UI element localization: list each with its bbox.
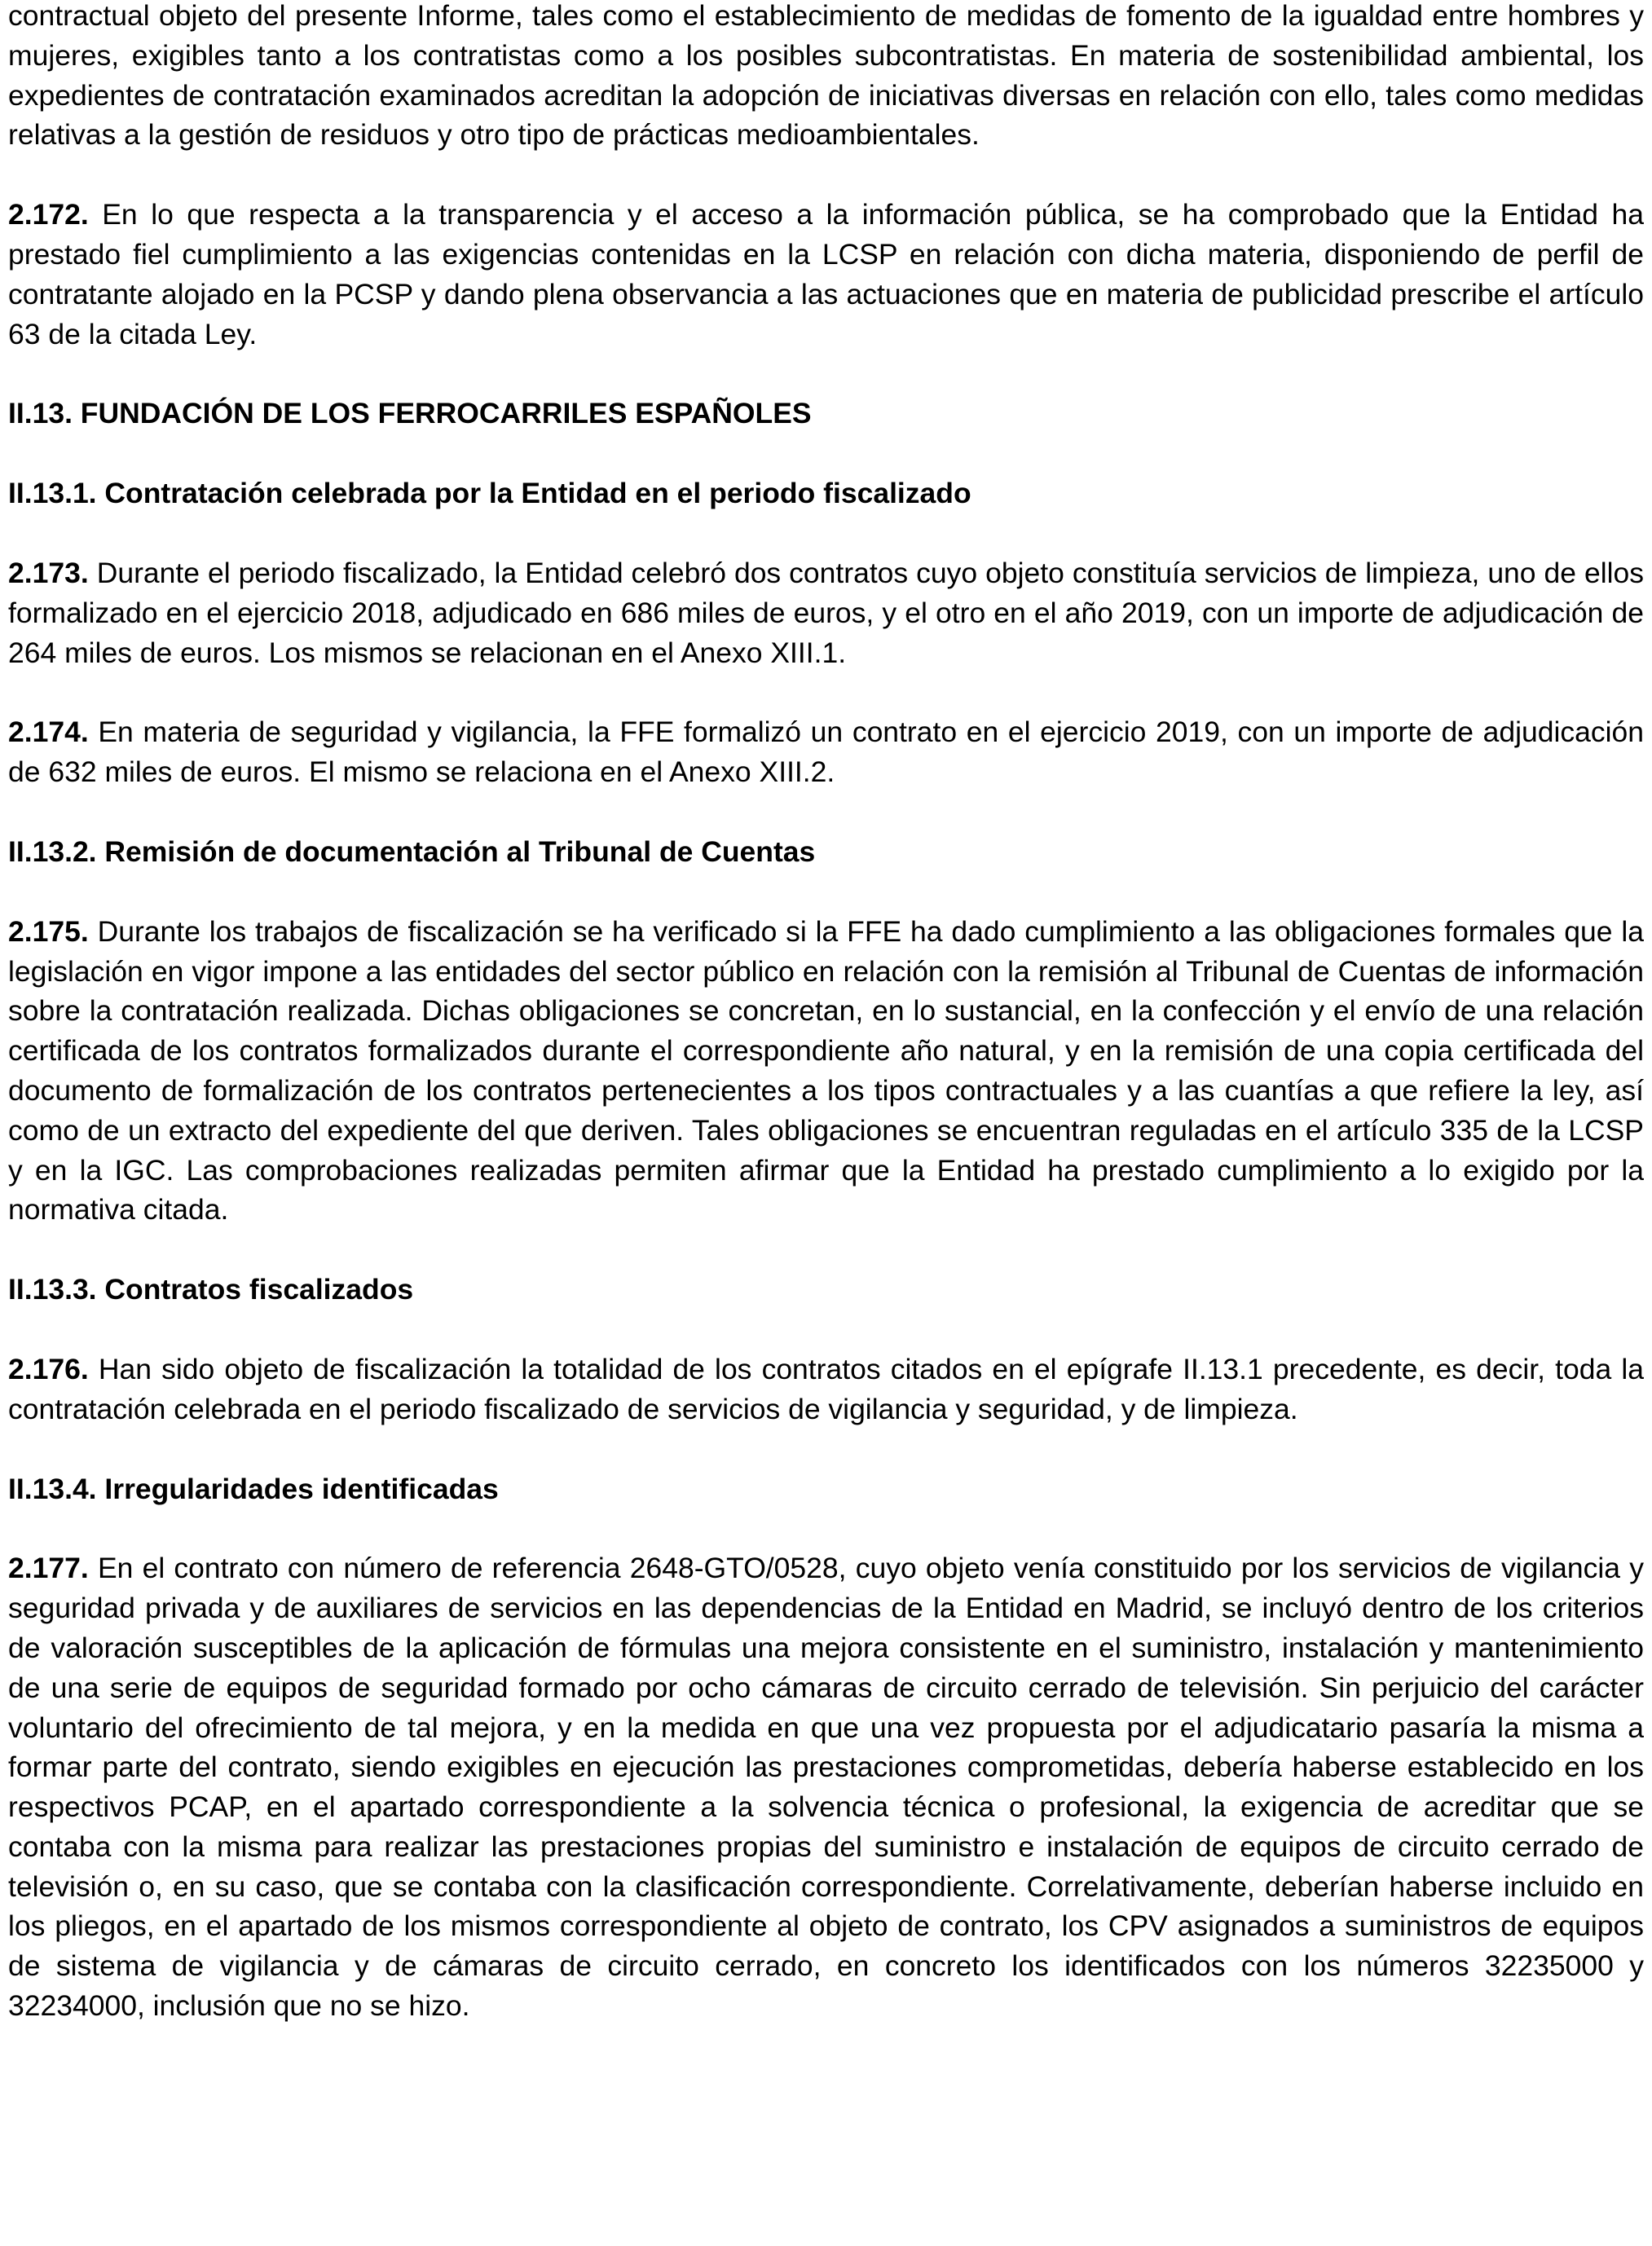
- section-heading-ii-13: II.13. FUNDACIÓN DE LOS FERROCARRILES ESPAÑOLES: [8, 397, 812, 430]
- section-heading-ii-13-3: II.13.3. Contratos fiscalizados: [8, 1273, 414, 1306]
- document-page: [8, 0, 1644, 2066]
- paragraph-text: contractual objeto del presente Informe, tales como el establecimiento de medidas de fomento de la igualdad entre hombres y mujeres, exigibles tanto a los contratistas como a los posibles subcontratistas. En materia de sostenibilidad ambiental, los expedientes de contratación examinados acreditan la adopción de iniciativas diversas en relación con ello, tales como medidas relativas a la gestión de residuos y otro tipo de prácticas medioambientales.: [8, 0, 1644, 152]
- paragraph-text: En el contrato con número de referencia 2648-GTO/0528, cuyo objeto venía constituido por los servicios de vigilancia y seguridad privada y de auxiliares de servicios en las dependencias de la Entidad en Madrid, se incluyó dentro de los criterios de valoración susceptibles de la aplicación de fórmulas una mejora consistente en el suministro, instalación y mantenimiento de una serie de equipos de seguridad formado por ocho cámaras de circuito cerrado de televisión. Sin perjuicio del carácter voluntario del ofrecimiento de tal mejora, y en la medida en que una vez propuesta por el adjudicatario pasaría la misma a formar parte del contrato, siendo exigibles en ejecución las prestaciones comprometidas, debería haberse establecido en los respectivos PCAP, en el apartado correspondiente a la solvencia técnica o profesional, la exigencia de acreditar que se contaba con la misma para realizar las prestaciones propias del suministro e instalación de equipos de circuito cerrado de televisión o, en su caso, que se contaba con la clasificación correspondiente. Correlativamente, deberían haberse incluido en los pliegos, en el apartado de los mismos correspondiente al objeto de contrato, los CPV asignados a suministros de equipos de sistema de vigilancia y de cámaras de circuito cerrado, en concreto los identificados con los números 32235000 y 32234000, inclusión que no se hizo.: [8, 1552, 1644, 2023]
- paragraph-text: En materia de seguridad y vigilancia, la FFE formalizó un contrato en el ejercicio 2019, con un importe de adjudicación de 632 miles de euros. El mismo se relaciona en el Anexo XIII.2.: [8, 716, 1644, 789]
- paragraph-text: Han sido objeto de fiscalización la totalidad de los contratos citados en el epígrafe II.13.1 precedente, es decir, toda la contratación celebrada en el periodo fiscalizado de servicios de vigilancia y seguridad, y de limpieza.: [8, 1352, 1644, 1425]
- paragraph-continuation: [8, 0, 1644, 155]
- paragraph-2-172: [8, 195, 1644, 354]
- paragraph-number: 2.176.: [8, 1352, 89, 1385]
- paragraph-number: 2.175.: [8, 914, 89, 948]
- paragraph-2-177: [8, 1548, 1644, 2026]
- paragraph-text: En lo que respecta a la transparencia y el acceso a la información pública, se ha comprobado que la Entidad ha prestado fiel cumplimiento a las exigencias contenidas en la LCSP en relación con dicha materia, disponiendo de perfil de contratante alojado en la PCSP y dando plena observancia a las actuaciones que en materia de publicidad prescribe el artículo 63 de la citada Ley.: [8, 198, 1644, 350]
- section-heading-ii-13-1: II.13.1. Contratación celebrada por la Entidad en el periodo fiscalizado: [8, 477, 971, 510]
- paragraph-number: 2.172.: [8, 198, 89, 231]
- paragraph-2-175: [8, 912, 1644, 1230]
- section-heading-ii-13-4: II.13.4. Irregularidades identificadas: [8, 1472, 499, 1505]
- paragraph-number: 2.174.: [8, 716, 89, 749]
- paragraph-text: Durante el periodo fiscalizado, la Entidad celebró dos contratos cuyo objeto constituía servicios de limpieza, uno de ellos formalizado en el ejercicio 2018, adjudicado en 686 miles de euros, y el otro en el año 2019, con un importe de adjudicación de 264 miles de euros. Los mismos se relacionan en el Anexo XIII.1.: [8, 556, 1644, 669]
- paragraph-number: 2.177.: [8, 1552, 89, 1585]
- paragraph-2-176: [8, 1350, 1644, 1429]
- paragraph-2-174: [8, 712, 1644, 792]
- paragraph-text: Durante los trabajos de fiscalización se ha verificado si la FFE ha dado cumplimiento a las obligaciones formales que la legislación en vigor impone a las entidades del sector público en relación con la remisión al Tribunal de Cuentas de información sobre la contratación realizada. Dichas obligaciones se concretan, en lo sustancial, en la confección y el envío de una relación certificada de los contratos formalizados durante el correspondiente año natural, y en la remisión de una copia certificada del documento de formalización de los contratos pertenecientes a los tipos contractuales y a las cuantías a que refiere la ley, así como de un extracto del expediente del que deriven. Tales obligaciones se encuentran reguladas en el artículo 335 de la LCSP y en la IGC. Las comprobaciones realizadas permiten afirmar que la Entidad ha prestado cumplimiento a lo exigido por la normativa citada.: [8, 914, 1644, 1226]
- paragraph-number: 2.173.: [8, 556, 89, 589]
- paragraph-2-173: [8, 553, 1644, 672]
- section-heading-ii-13-2: II.13.2. Remisión de documentación al Tribunal de Cuentas: [8, 835, 816, 868]
